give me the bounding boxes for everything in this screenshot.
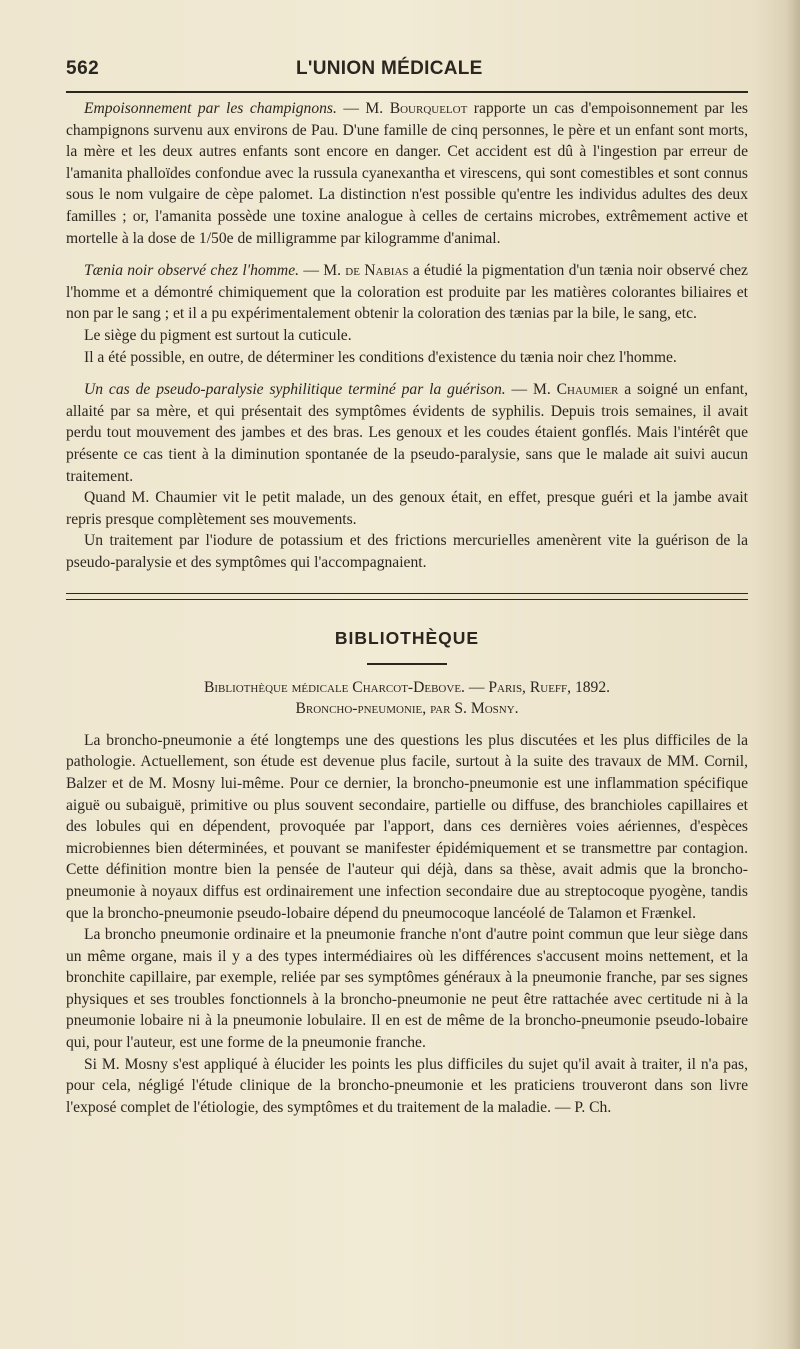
section-champignons (66, 98, 748, 249)
page-number: 562 (66, 58, 100, 79)
header-rule (66, 91, 748, 93)
section-pseudo-paralysie (66, 379, 748, 487)
heading-underline (367, 663, 447, 665)
section-taenia (66, 260, 748, 325)
review-paragraph: La broncho pneumonie ordinaire et la pneumonie franche n'ont d'autre point commun que leur siège dans un même organe, mais il y a des types intermédiaires où les différences s'accusent moins nettement, et la bronchite capillaire, par exemple, reliée par ses symptômes généraux à la pneumonie franche, par ses signes physiques et ses troubles fonctionnels à la broncho-pneumonie ne peut être rattachée avec certitude ni à la pneumonie lobaire ni à la pneumonie lobulaire. Il en est de même de la broncho-pneumonie pseudo-lobaire qui, pour l'auteur, est une forme de la pneumonie franche. (66, 926, 748, 1052)
section-dash: — M. (336, 100, 390, 117)
section-text: rapporte un cas d'empoisonnement par les champignons survenu aux environs de Pau. D'une famille de cinq personnes, le père et un enfant sont morts, la mère et les deux autres enfants sont encore en danger. Cet accident est dû à l'ingestion par erreur de l'amanita phalloïdes confondue avec la russula cyanexantha et virescens, qui sont comestibles et sont connus sous le nom vulgaire de cèpe palomet. La distinction n'est possible qu'entre les individus adultes des deux familles ; or, l'amanita possède une toxine analogue à celles de certains microbes, extrêmement active et mortelle à la dose de 1/50e de milligramme par kilogramme d'animal. (66, 100, 748, 247)
section-author: Bourquelot (389, 100, 468, 117)
section-title: Tænia noir observé chez l'homme. (84, 262, 300, 280)
section-divider (66, 593, 748, 600)
paragraph: Le siège du pigment est surtout la cuticule. (84, 326, 352, 344)
section-author: de Nabias (345, 262, 409, 280)
book-reference-title: Broncho-pneumonie, par S. Mosny. (295, 700, 519, 718)
section-title: Un cas de pseudo-paralysie syphilitique terminé par la guérison. (84, 381, 506, 399)
paragraph: Quand M. Chaumier vit le petit malade, un des genoux était, en effet, presque guéri et la jambe avait repris presque complètement ses mouvements. (66, 489, 748, 528)
section-text: a soigné un enfant, allaité par sa mère, et qui présentait des symptômes évidents de syphilis. Depuis trois semaines, il avait perdu tout mouvement des jambes et des bras. Les genoux et les coudes étaient gonflés. Mais l'intérêt que présente ce cas tient à la diminution spontanée de la pseudo-paralysie, sans que le malade ait suivi aucun traitement. (66, 381, 748, 485)
section-text: a étudié la pigmentation d'un tænia noir observé chez l'homme et a démontré chimiquement que la coloration est produite par les matières colorantes biliaires et non par le sang ; et il a pu expérimentalement obtenir la coloration des tænias par la bile, le sang, etc. (66, 262, 748, 323)
section-title: Empoisonnement par les champignons. (84, 100, 337, 117)
page-edge-shadow (786, 0, 800, 1349)
running-title: L'UNION MÉDICALE (296, 58, 483, 79)
section-dash: — M. (505, 381, 557, 399)
bibliotheque-heading: BIBLIOTHÈQUE (334, 628, 480, 649)
paragraph: Un traitement par l'iodure de potassium et des frictions mercurielles amenèrent vite la guérison de la pseudo-paralysie et des symptômes qui l'accompagnaient. (66, 532, 748, 571)
section-dash: — M. (299, 262, 346, 280)
book-reference-series: Bibliothèque médicale Charcot-Debove. — Paris, Rueff, 1892. (203, 678, 611, 696)
review-paragraph: Si M. Mosny s'est appliqué à élucider les points les plus difficiles du sujet qu'il avait à traiter, il n'a pas, pour cela, négligé l'étude clinique de la broncho-pneumonie et les praticiens trouveront dans son livre l'exposé complet de l'étiologie, des symptômes et du traitement de la maladie. — P. Ch. (66, 1055, 748, 1116)
paragraph: Il a été possible, en outre, de déterminer les conditions d'existence du tænia noir chez l'homme. (84, 348, 677, 366)
page-header (66, 58, 748, 86)
section-author: Chaumier (556, 381, 619, 399)
review-paragraph: La broncho-pneumonie a été longtemps une des questions les plus discutées et les plus difficiles de la pathologie. Actuellement, son étude est devenue plus facile, surtout à la suite des travaux de MM. Cornil, Balzer et de M. Mosny lui-même. Pour ce dernier, la broncho-pneumonie est une inflammation spécifique aiguë ou subaiguë, primitive ou plus souvent secondaire, partielle ou diffuse, des branchioles capillaires et des lobules qui en dépendent, provoquée par l'apport, dans ces dernières voies aériennes, d'espèces microbiennes bien déterminées, et pouvant se manifester épidémiquement et se transmettre par contagion. Cette définition montre bien la pensée de l'auteur qui déjà, dans sa thèse, avait admis que la broncho-pneumonie à noyaux diffus est ordinairement une infection secondaire due au streptocoque pyogène, tandis que la broncho-pneumonie pseudo-lobaire dépend du pneumocoque lancéolé de Talamon et Frænkel. (66, 731, 748, 922)
article-body (66, 98, 748, 1118)
